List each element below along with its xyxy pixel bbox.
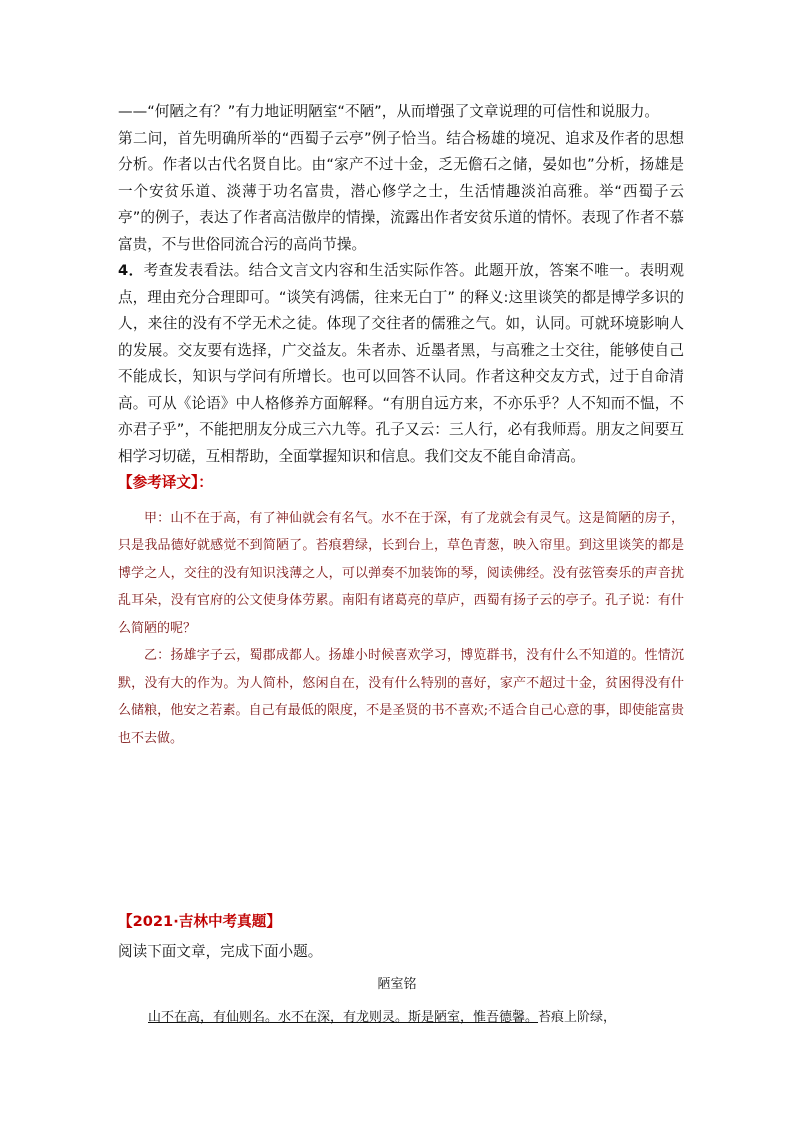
translation-yi: 乙：扬雄字子云，蜀郡成都人。扬雄小时候喜欢学习，博览群书，没有什么不知道的。性情沉默，没有大的作为。为人简朴，悠闲自在，没有什么特别的喜好，家产不超过十金，贫困得没有什么储粮，他安之若素。自己有最低的限度，不是圣贤的书不喜欢;不适合自己心意的事，即使能富贵也不去做。 xyxy=(118,648,684,746)
answer-analysis xyxy=(118,99,684,752)
reading-instruction: 阅读下面文章，完成下面小题。 xyxy=(118,943,323,960)
translation-jia: 甲：山不在于高，有了神仙就会有名气。水不在于深，有了龙就会有灵气。这是简陋的房子，只是我品德好就感觉不到简陋了。苔痕碧绿，长到台上，草色青葱，映入帘里。到这里谈笑的都是博学之人，交往的没有知识浅薄之人，可以弹奏不加装饰的琴，阅读佛经。没有弦管奏乐的声音扰乱耳朵，没有官府的公文使身体劳累。南阳有诸葛亮的草庐，西蜀有扬子云的亭子。孔子说：有什么简陋的呢？ xyxy=(118,510,684,636)
question-number: 4． xyxy=(118,262,144,279)
question-4-answer xyxy=(118,258,684,470)
poem-rest-text: 苔痕上阶绿， xyxy=(538,1010,617,1025)
analysis-paragraph-1: ——“何陋之有？”有力地证明陋室“不陋”，从而增强了文章说理的可信性和说服力。 xyxy=(118,103,660,120)
analysis-body xyxy=(118,99,684,470)
reference-translation xyxy=(118,505,684,753)
reference-translation-title: 【参考译文】： xyxy=(118,474,213,491)
poem-title: 陋室铭 xyxy=(377,977,417,992)
question-4-text: 考查发表看法。结合文言文内容和生活实际作答。此题开放，答案不唯一。表明观点，理由充分合理即可。“谈笑有鸿儒，往来无白丁” 的释义:这里谈笑的都是博学多识的人，来往的没有不学无术之徒。体现了交往者的儒雅之气。如，认同。可就环境影响人的发展。交友要有选择，广交益友。朱者赤、近墨者黑，与高雅之士交往，能够使自己不能成长，知识与学问有所增长。也可以回答不认同。作者这种交友方式，过于自命清高。可从《论语》中人格修养方面解释。“有朋自远方来，不亦乐乎？人不知而不愠，不亦君子乎”，不能把朋友分成三六九等。孔子又云：三人行，必有我师焉。朋友之间要互相学习切磋，互相帮助，全面掌握知识和信息。我们交友不能自命清高。 xyxy=(118,262,684,465)
poem-underlined-text: 山不在高，有仙则名。水不在深，有龙则灵。斯是陋室，惟吾德馨。 xyxy=(148,1010,539,1025)
analysis-paragraph-2: 第二问，首先明确所举的“西蜀子云亭”例子恰当。结合杨雄的境况、追求及作者的思想分析。作者以古代名贤自比。由“家产不过十金，乏无儋石之储，晏如也”分析，扬雄是一个安贫乐道、淡薄于功名富贵，潜心修学之士，生活情趣淡泊高雅。举“西蜀子云亭”的例子，表达了作者高洁傲岸的情操，流露出作者安贫乐道的情怀。表现了作者不慕富贵，不与世俗同流合污的高尚节操。 xyxy=(118,129,684,253)
exam-section-title: 【2021·吉林中考真题】 xyxy=(118,913,281,930)
poem-first-line xyxy=(148,1008,688,1028)
